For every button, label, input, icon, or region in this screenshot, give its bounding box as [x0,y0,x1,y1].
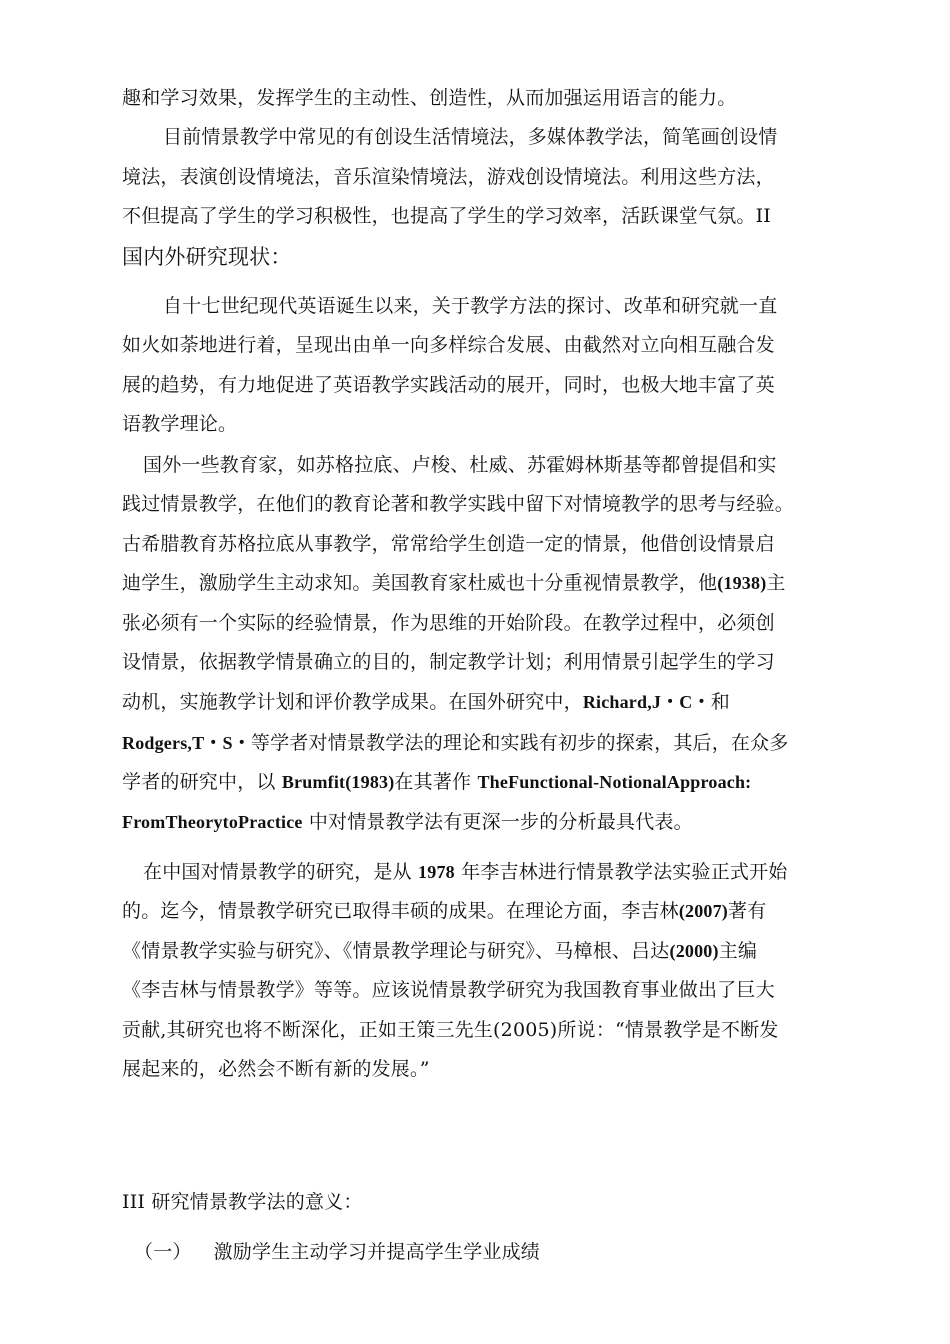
text-span: 展的趋势，有力地促进了英语教学实践活动的展开，同时，也极大地丰富了英 [122,374,775,396]
text-span: 贡献,其研究也将不断深化，正如王策三先生(2005)所说：“情景教学是不断发 [122,1019,779,1041]
text-span: 《情景教学实验与研究》、《情景教学理论与研究》、马樟根、吕达 [122,940,670,962]
paragraph-line [122,731,789,755]
paragraph-line [122,165,775,189]
text-span: 主 [766,572,786,594]
paragraph-line [122,939,757,963]
text-span: 中对情景教学法有更深一步的分析最具代表。 [302,811,693,833]
text-span: 展起来的，必然会不断有新的发展。” [122,1058,430,1080]
text-span: 不但提高了学生的学习积极性，也提高了学生的学习效率，活跃课堂气氛。II [122,205,772,227]
paragraph-line [163,294,777,318]
paragraph-line [122,532,775,556]
author-citation: Brumfit(1983) [281,772,395,792]
paragraph-line [122,810,693,834]
text-span: 如火如荼地进行着，呈现出由单一向多样综合发展、由截然对立向相互融合发 [122,334,775,356]
paragraph-line [122,571,786,595]
text-span: 语教学理论。 [122,413,238,435]
text-span: 趣和学习效果，发挥学生的主动性、创造性，从而加强运用语言的能力。 [122,87,737,109]
paragraph-line [122,373,775,397]
text-span: 境法，表演创设情境法，音乐渲染情境法，游戏创设情境法。利用这些方法， [122,166,775,188]
text-span: 《李吉林与情景教学》等等。应该说情景教学研究为我国教育事业做出了巨大 [122,979,775,1001]
text-span: 在中国对情景教学的研究，是从 [143,861,419,883]
paragraph-line [122,492,794,516]
book-title: TheFunctional-NotionalApproach: [477,772,752,792]
paragraph-line [143,453,777,477]
text-span: 张必须有一个实际的经验情景，作为思维的开始阶段。在教学过程中，必须创 [122,612,775,634]
paragraph-line [122,86,736,110]
text-span: 国外一些教育家，如苏格拉底、卢梭、杜威、苏霍姆林斯基等都曾提倡和实 [143,454,777,476]
year: 1978 [418,862,455,882]
subsection-heading [134,1240,540,1264]
paragraph-line [143,860,788,884]
text-span: 迪学生，激励学生主动求知。美国教育家杜威也十分重视情景教学，他 [122,572,718,594]
text-span: 主编 [718,940,758,962]
paragraph-line [122,650,775,674]
paragraph-line [122,1018,779,1042]
text-span: 动机，实施教学计划和评价教学成果。在国外研究中， [122,691,583,713]
text-span: 著有 [728,900,767,922]
citation-year: (1938) [717,573,767,593]
list-marker: （一） [134,1241,192,1263]
paragraph-line [122,204,771,228]
paragraph-line [122,690,730,714]
text-span: 践过情景教学，在他们的教育论著和教学实践中留下对情境教学的思考与经验。 [122,493,795,515]
book-title: FromTheorytoPractice [122,812,303,832]
text-span: 目前情景教学中常见的有创设生活情境法，多媒体教学法，简笔画创设情 [163,126,778,148]
text-span: 激励学生主动学习并提高学生学业成绩 [213,1241,541,1263]
text-span: 自十七世纪现代英语诞生以来，关于教学方法的探讨、改革和研究就一直 [163,295,778,317]
text-span: 的。迄今，情景教学研究已取得丰硕的成果。在理论方面，李吉林 [122,900,679,922]
text-span: 和 [710,691,730,713]
citation-year: (2007) [678,901,729,921]
paragraph-line [122,611,775,635]
text-span: 学者的研究中，以 [122,771,282,793]
text-span: III 研究情景教学法的意义： [122,1191,363,1213]
paragraph-line [122,333,775,357]
citation-year: (2000) [669,941,719,961]
text-span: 古希腊教育苏格拉底从事教学，常常给学生创造一定的情景，他借创设情景启 [122,533,775,555]
paragraph-line [122,412,237,436]
paragraph-line [122,978,775,1002]
author-name: Richard,J・C・ [582,692,711,712]
text-span: 国内外研究现状： [122,245,292,269]
text-span: 年李吉林进行情景教学法实验正式开始 [454,861,788,883]
paragraph-line [122,1057,430,1081]
paragraph-line [163,125,777,149]
text-span: 设情景，依据教学情景确立的目的，制定教学计划；利用情景引起学生的学习 [122,651,775,673]
text-span: 等学者对情景教学法的理论和实践有初步的探索，其后，在众多 [250,732,789,754]
paragraph-line [122,770,751,794]
paragraph-line [122,899,766,923]
section-heading [122,245,292,269]
author-name: Rodgers,T・S・ [122,733,251,753]
section-heading [122,1190,363,1214]
text-span: 在其著作 [394,771,478,793]
